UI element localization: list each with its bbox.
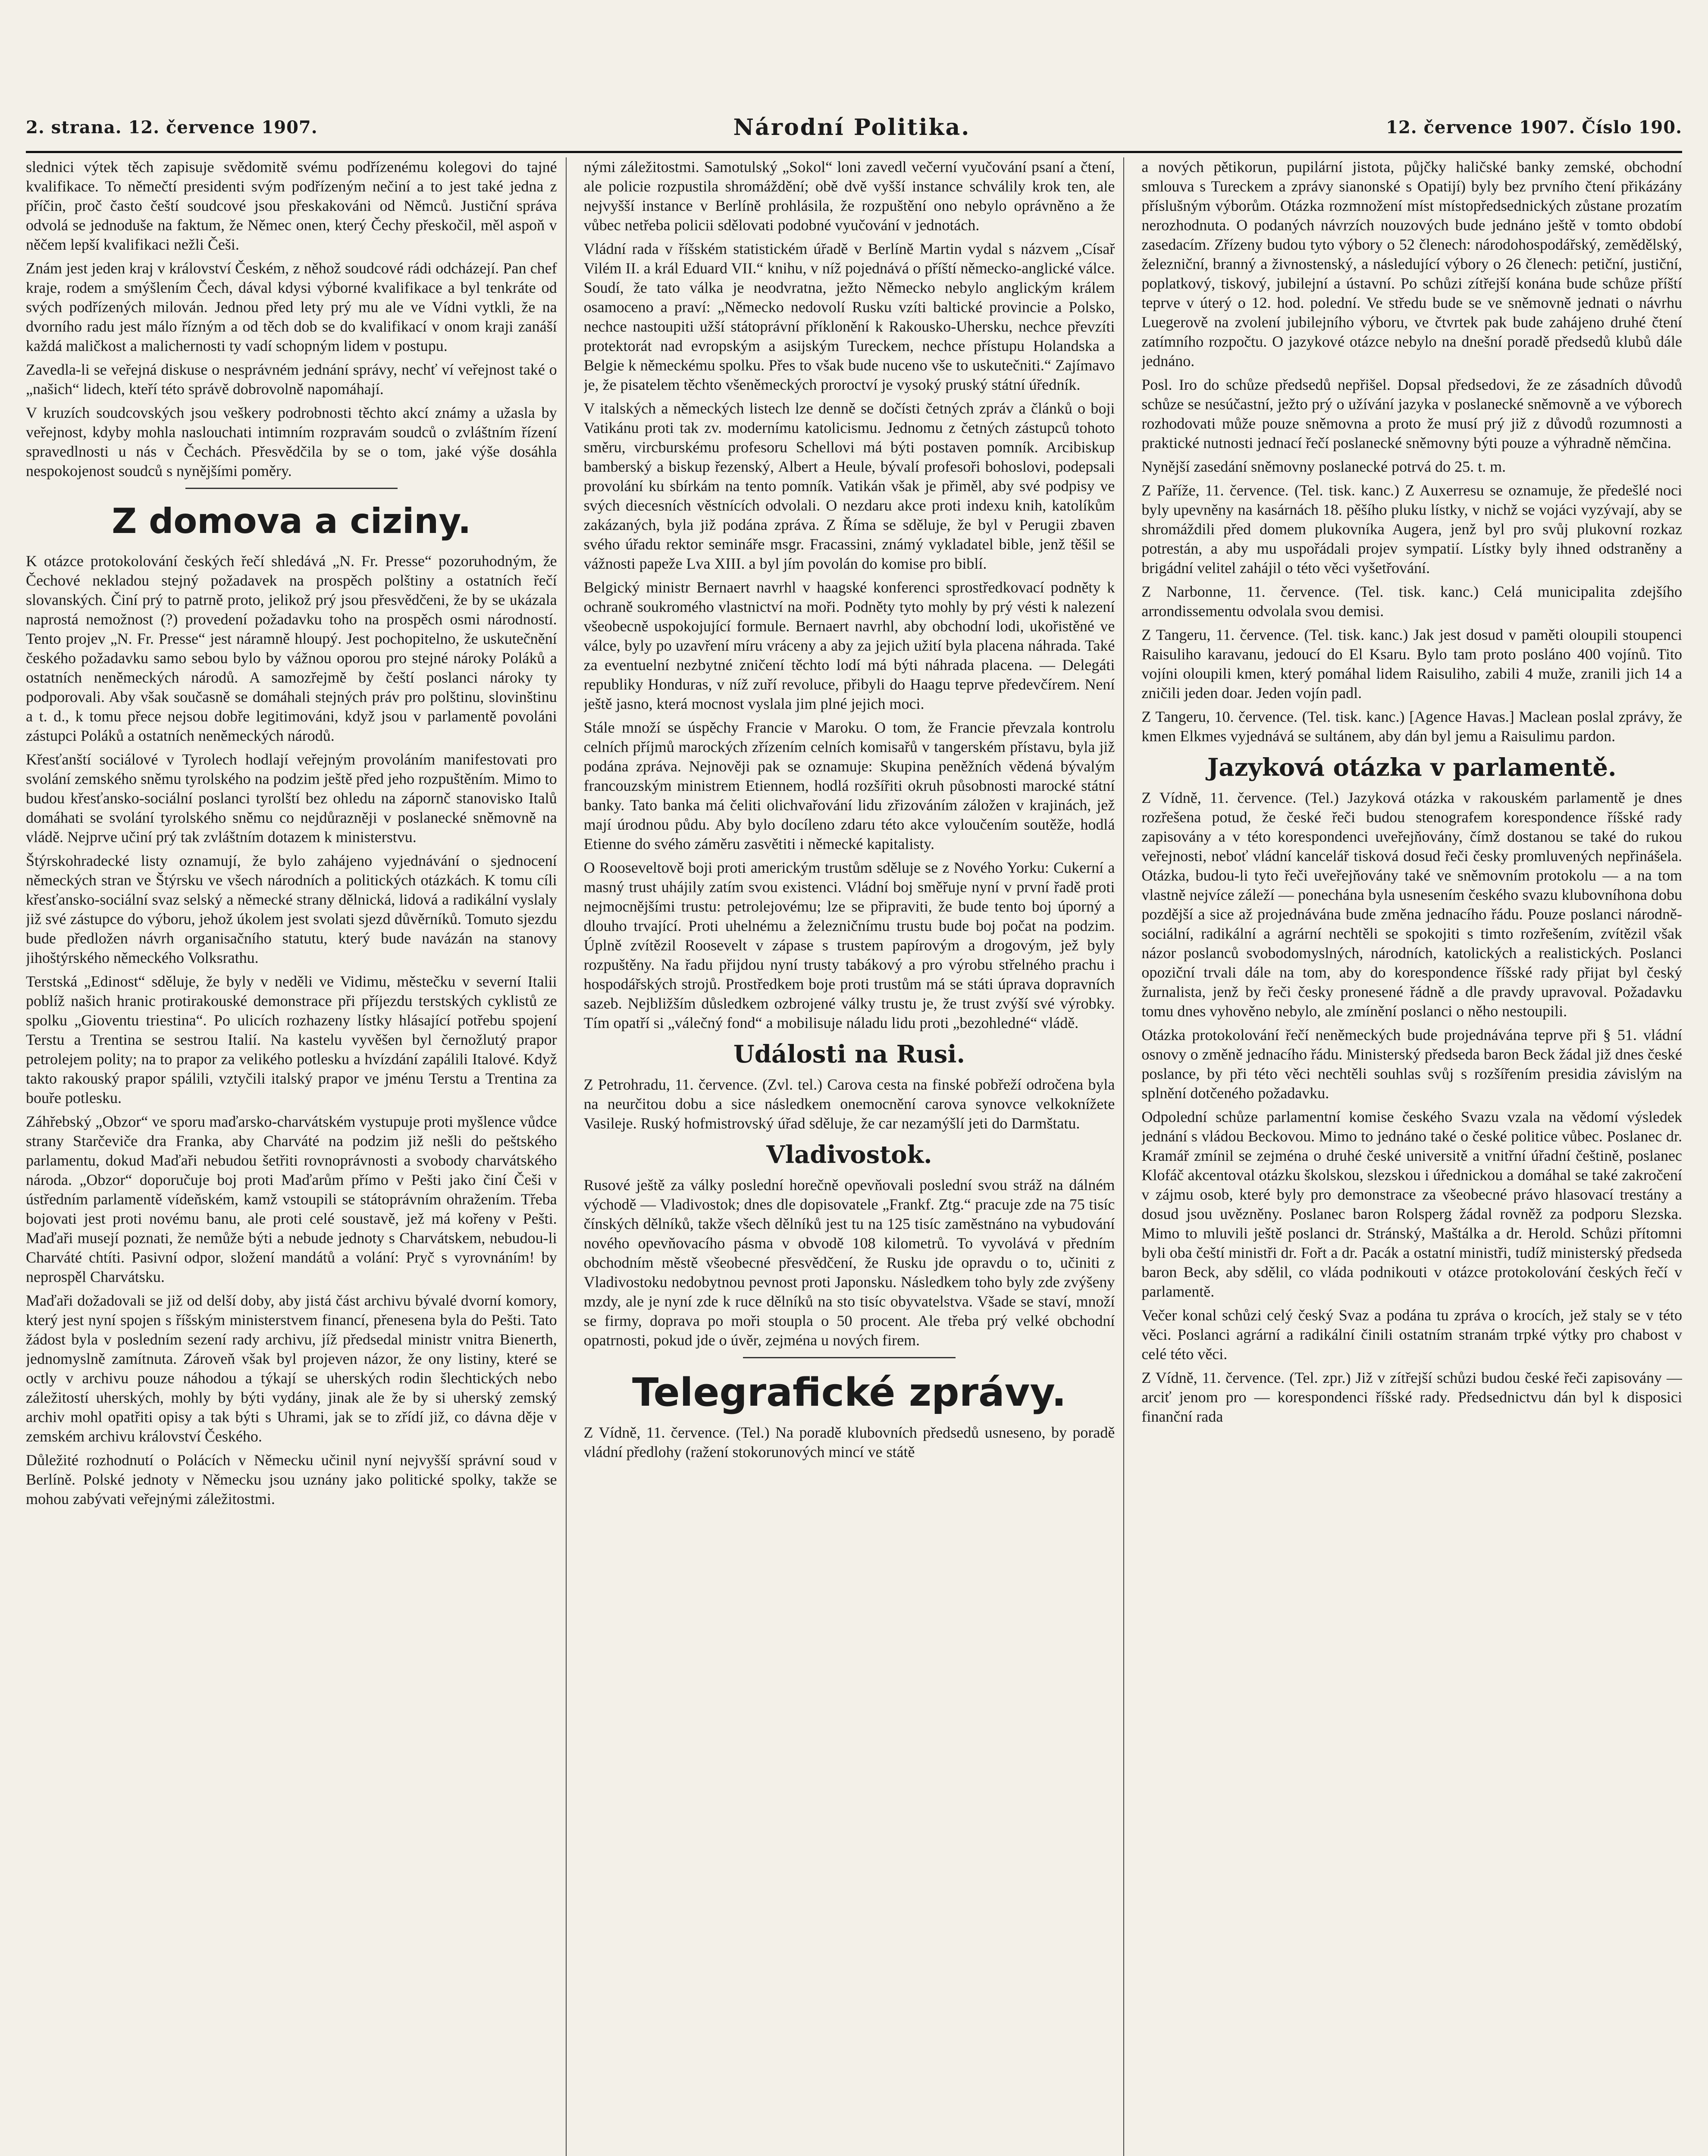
article-paragraph: Z Narbonne, 11. července. (Tel. tisk. kanc.) Celá municipalita zdejšího arrondissementu odvolala svou demisi.: [1141, 583, 1682, 620]
article-paragraph: Vládní rada v říšském statistickém úřadě v Berlíně Martin vydal s názvem „Císař Vilém II. a král Eduard VII.“ knihu, v níž pojednává o příští německo-anglické válce. Soudí, že tato válka je neodvratna, ježto Německo nebylo anglickým králem osamoceno a praví: „Německo nedovolí Rusku vzíti baltické provincie a Polsko, nechce nastoupiti užší státoprávní příklonění k Rakousko-Uhersku, nechce převzíti protektorát nad evropským a asijským Tureckem, nechce přístupu Holandska a Belgie k německému spolku. Přes to však bude nuceno vše to uskutečniti.“ Zajímavo je, že pisatelem těchto všeněmeckých proroctví je vysoký pruský státní úředník.: [583, 240, 1115, 393]
article-paragraph: Zavedla-li se veřejná diskuse o nesprávném jednání správy, nechť ví veřejnost také o „našich“ lidech, kteří této správě dobrovolně napomáhají.: [26, 361, 557, 398]
article-paragraph: V italských a německých listech lze denně se dočísti četných zpráv a článků o boji Vatikánu proti tak zv. modernímu katolicismu. Jednomu z četných zástupců tohoto směru, vircburskému profesoru Schellovi má býti postaven pomník. Arcibiskup bamberský a biskup řezenský, Albert a Heule, bývalí profesoři bohoslovi, podepsali provolání ku sbírkám na tento pomník. Vatikán však je přiměl, aby své podpisy ve svých diecesních věstnících odvolali. O nezdaru akce proti indexu knih, katolíkům zakázaných, byla již podána zpráva. Z Říma se sděluje, že byl v Perugii zbaven svého úřadu rektor semináře msgr. Fracassini, známý vykladatel bible, jenž těšil se vážnosti papeže Lva XIII. a byl jím povolán do komise pro biblí.: [583, 400, 1115, 572]
article-paragraph: Z Petrohradu, 11. července. (Zvl. tel.) Carova cesta na finské pobřeží odročena byla na neurčitou dobu a sice následkem onemocnění carova synovce velkoknížete Vasileje. Ruský hofmistrovský úřad sděluje, že car nezamýšlí jeti do Darmštatu.: [583, 1076, 1115, 1132]
newspaper-title: Národní Politika.: [733, 114, 971, 141]
article-paragraph: Z Tangeru, 10. července. (Tel. tisk. kanc.) [Agence Havas.] Maclean poslal zprávy, že kmen Elkmes vyjednává se sultánem, aby dán byl jemu a Raisulimu pardon.: [1141, 708, 1682, 745]
column-3: [1141, 157, 1682, 2156]
article-paragraph: Stále množí se úspěchy Francie v Maroku. O tom, že Francie převzala kontrolu celních příjmů marockých zřízením celních komisařů v tangerském přístavu, byla již podána zpráva. Nejnověji pak se oznamuje: Skupina peněžních vědená bývalým francouzským ministrem Etiennem, hodlá rozšířiti okruh působnosti marocké státní banky. Tato banka má čeliti olichvařování lidu zřizováním záložen v krajinách, jež mají úrodnou půdu. Aby bylo docíleno zdaru této akce vyloučením soutěže, hodlá Etienne do svého záměru zasvětiti i německé kapitalisty.: [583, 719, 1115, 852]
article-paragraph: V kruzích soudcovských jsou veškery podrobnosti těchto akcí známy a užasla by veřejnost, kdyby mohla naslouchati intimním rozpravám soudců o zvláštním řízení spravedlnosti u nás v Čechách. Přesvědčila by se o tom, jaké výše dosáhla nespokojenost soudců s nynějšími poměry.: [26, 404, 557, 479]
article-paragraph: Křesťanští sociálové v Tyrolech hodlají veřejným provoláním manifestovati pro svolání zemského sněmu tyrolského na podzim ještě před jeho rozpuštěním. Mimo to budou křesťansko-sociální poslanci tyrolští bez ohledu na zápornč stanovisko Italů domáhati se svolání tyrolského sněmu co nejdůrazněji v poslanecké sněmovně na vládě. Nejprve učiní prý tak zvláštním dotazem k ministerstvu.: [26, 751, 557, 846]
article-paragraph: Večer konal schůzi celý český Svaz a podána tu zpráva o krocích, jež staly se v této věci. Poslanci agrární a radikální činili ostatním stranám trpké výtky pro chabost v celé této věci.: [1141, 1307, 1682, 1363]
article-paragraph: Znám jest jeden kraj v království Českém, z něhož soudcové rádi odcházejí. Pan chef kraje, rodem a smýšlením Čech, dával kdysi výborné kvalifikace a byl tenkráte od svých podřízených milován. Jednou před lety prý mu ale ve Vídni vytkli, že na dvorního radu jest málo řízným a od těch dob se do kvalifikací v onom kraji zanáší každá maličkost a malichernosti ty vadí schopným lidem v postupu.: [26, 260, 557, 354]
article-paragraph: nými záležitostmi. Samotulský „Sokol“ loni zavedl večerní vyučování psaní a čtení, ale policie rozpustila shromáždění; obě dvě vyšší instance schválily krok ten, ale nejvyšší instance v Berlíně prohlásila, že rozpuštění ono nebylo oprávněno a že vůbec netřeba policii sdělovati podobné vyučování v jednotách.: [583, 158, 1115, 234]
article-paragraph: K otázce protokolování českých řečí shledává „N. Fr. Presse“ pozoruhodným, že Čechové nekladou stejný požadavek na prospěch polštiny a ostatních řečí slovanských. Činí prý to patrně proto, jelikož prý jsou přesvědčeni, že by se ukázala naprostá nemožnost (?) provedení požadavku toho na prospěch osmi národností. Tento projev „N. Fr. Presse“ jest náramně hloupý. Jest pochopitelno, že uskutečnění českého požadavku samo sebou bylo by vážnou oporou pro stejné nároky Poláků a ostatních neněmeckých národů. A samozřejmě by čeští poslanci nároky ty podporovali. Aby však současně se domáhali stejných práv pro polštinu, slovinštinu a t. d., k tomu přece nejsou dobře legitimováni, když jsou v parlamentě povoláni zástupci Poláků a ostatních neněmeckých národů.: [26, 552, 557, 744]
article-paragraph: Rusové ještě za války poslední horečně opevňovali poslední svou stráž na dálném východě — Vladivostok; dnes dle dopisovatele „Frankf. Ztg.“ pracuje zde na 75 tisíc čínských dělníků, takže všech dělníků jest tu na 125 tisíc zaměstnáno na vybudování nového opevňovacího pásma v obvodě 108 kilometrů. To vyvolává v předním obchodním městě všeobecné přesvědčení, že Rusku jde opravdu o to, učiniti z Vladivostoku nedobytnou pevnost proti Japonsku. Následkem toho byly zde zvýšeny mzdy, ale je nyní zde k ruce dělníků na sto tisíc obyvatelstva. Všade se staví, množí se firmy, doprava po moři stoupla o 50 procent. Ale třeba prý velké obchodní opatrnosti, pokud jde o úvěr, zejména u nových firem.: [583, 1176, 1115, 1349]
page-header: [26, 103, 1682, 151]
article-paragraph: Z Vídně, 11. července. (Tel. zpr.) Již v zítřejší schůzi budou české řeči zapisovány — arciť jenom pro — korespondenci říšské rady. Předsednictvu dán byl k disposici finanční rada: [1141, 1369, 1682, 1425]
header-rule: [26, 151, 1682, 153]
article-paragraph: Otázka protokolování řečí neněmeckých bude projednávána teprve při § 51. vládní osnovy o změně jednacího řádu. Ministerský předseda baron Beck žádal již dnes české poslance, by při této věci nechtěli souhlas svůj s rozšířením presidia závislým na splnění dotčeného požadavku.: [1141, 1026, 1682, 1102]
article-paragraph: a nových pětikorun, pupilární jistota, půjčky haličské banky zemské, obchodní smlouva s Tureckem a zprávy sianonské s Opatijí) byly bez prvního čtení přikázány příslušným výborům. Otázka rozmnožení míst místopředsednických zůstane prozatím nerozhodnuta. O podaných návrzích nouzových bude jednáno ještě v tomto období zasedacím. Zřízeny budou tyto výbory o 52 členech: národohospodářský, zemědělský, železniční, branný a živnostenský, a následující výbory o 26 členech: petiční, justiční, poplatkový, tiskový, jubilejní a ústavní. Po schůzi zítřejší konána bude schůze příští teprve v úterý o 12. hod. polední. Ve středu bude se ve sněmovně jednati o návrhu Luegerově na zvolení jubilejního výboru, ve čtvrtek pak bude zahájeno druhé čtení zatímního rozpočtu. O jazykové otázce nebylo na dnešní poradě předsedů klubů dále jednáno.: [1141, 158, 1682, 370]
section-divider: [743, 1357, 956, 1358]
article-paragraph: Záhřebský „Obzor“ ve sporu maďarsko-charvátském vystupuje proti myšlence vůdce strany Starčeviče dra Franka, aby Charváté na podzim již nešli do peštského parlamentu, dokud Maďaři nebudou šetřiti rovnoprávnosti a svobody charvátského národa. „Obzor“ doporučuje boj proti Maďarům přímo v Pešti jako činí Češi v ústředním parlamentě vídeňském, kamž vstoupili se státoprávním ohražením. Třeba bojovati jest proti novému banu, ale proti celé soustavě, jež má kořeny v Pešti. Maďaři musejí poznati, že nemůže býti a nebude jednoty s Charvátskem, nebudou-li Charváté chtíti. Pasivní odpor, složení mandátů a volání: Pryč s vyrovnáním! by neprospěl Charvátsku.: [26, 1113, 557, 1285]
column-1: [26, 157, 567, 2156]
section-title: Vladivostok.: [766, 1141, 932, 1169]
article-paragraph: Z Vídně, 11. července. (Tel.) Na poradě klubovních předsedů usneseno, by poradě vládní předlohy (ražení stokorunových mincí ve státě: [583, 1424, 1115, 1460]
article-paragraph: Nynější zasedání sněmovny poslanecké potrvá do 25. t. m.: [1141, 458, 1506, 475]
header-left: 2. strana. 12. července 1907.: [26, 117, 318, 138]
article-paragraph: Z Paříže, 11. července. (Tel. tisk. kanc.) Z Auxerresu se oznamuje, že předešlé noci byly upevněny na kasárnách 18. pěšího pluku lístky, v nichž se vojáci vyzývají, aby se shromáždili před domem plukovníka Augera, jenž byl pro svůj plukovní rozkaz potrestán, a aby mu uspořádali projev sympatií. Lístky byly ihned odstraněny a brigádní velitel zahájil o této věci vyšetřování.: [1141, 482, 1682, 577]
article-paragraph: O Rooseveltově boji proti americkým trustům sděluje se z Nového Yorku: Cukerní a masný trust uhájily zatím svou existenci. Vládní boj směřuje nyní v první řadě proti nejmocnějšími trustu: petrolejovému; lze se připraviti, že bude tento boj úporný a dlouho trvající. Proti uhelnému a železničnímu trustu bude boj počat na podzim. Úplně zvítězil Roosevelt v zápase s trustem papírovým a drogovým, jež byly rozpuštěny. Na řadu přijdou nyní trusty tabákový a pro výrobu střelného prachu i hospodářských strojů. Prostředkem boje proti trustům má se státi úprava dopravních sazeb. Nejbližším důsledkem ozbrojené války trustu je, že trust zvýší své výrobky. Tím opatří si „válečný fond“ a mobilisuje náladu lidu proti „bezohledné“ vládě.: [583, 859, 1115, 1031]
section-divider: [185, 488, 398, 489]
columns: [26, 157, 1682, 2156]
article-paragraph: slednici výtek těch zapisuje svědomitě svému podřízenému kolegovi do tajné kvalifikace. To němečtí presidenti svým podřízeným nečiní a to jest také jedna z příčin, proč často čeští soudcové jsou přeskakováni od Němců. Justiční správa odvolá se jednoduše na faktum, že Němec onen, který Čechy přeskočil, měl aspoň v něčem lepší kvalifikaci nežli Češi.: [26, 158, 557, 253]
article-paragraph: Štýrskohradecké listy oznamují, že bylo zahájeno vyjednávání o sjednocení německých stran ve Štýrsku ve všech národních a politických otázkách. K tomu cíli křesťansko-sociální svaz selský a německé strany dělnická, lidová a radikální vyslaly již své zástupce do výboru, jehož úkolem jest svolati sjezd důvěrníků. Tomuto sjezdu bude předložen návrh organisačního statutu, který bude navázán na stanovy jihoštýrského německého Volksrathu.: [26, 852, 557, 966]
header-right: 12. července 1907. Číslo 190.: [1386, 117, 1682, 138]
section-title: Z domova a ciziny.: [112, 501, 471, 541]
article-paragraph: Belgický ministr Bernaert navrhl v haagské konferenci sprostředkovací podněty k ochraně soukromého vlastnictví na moři. Podněty tyto mohly by prý vésti k nalezení všeobecně uspokojující formule. Bernaert navrhl, aby obchodní lodi, ukořistěné ve válce, byly po uzavření míru vráceny a aby za jejich užití byla placena náhrada. Také za eventuelní nezbytné zničení těchto lodí má býti náhrada placena. — Delegáti republiky Honduras, v níž zuří revoluce, přibyli do Haagu teprve předevčírem. Není ještě jasno, která mocnost vyslala jim plné jejich moci.: [583, 579, 1115, 712]
section-title: Události na Rusi.: [733, 1040, 965, 1069]
section-title: Telegrafické zprávy.: [632, 1370, 1066, 1415]
column-2: [584, 157, 1125, 2156]
article-paragraph: Z Vídně, 11. července. (Tel.) Jazyková otázka v rakouském parlamentě je dnes rozřešena potud, že české řeči budou stenografem korespondence říšské rady zapisovány a v této korespondenci uveřejňovány, čímž dostanou se také do rukou veřejnosti, neboť vládní kancelář tisková dosud řeči česky promluvených nepřinášela. Otázka, budou-li tyto řeči uveřejňovány také ve sněmovním protokolu — a na tom vlastně nejvíce záleží — ponechána byla usnesením českého svazu klubovníhona dobu pozdější a sice až projednávána bude změna jednacího řádu. Pouze poslanci národně-sociální, radikální a agrární nechtěli se spokojiti s timto rozřešením, zvítězil však názor poslanců svobodomyslných, národních, katolických a realistických. Poslanci opoziční trvali dále na tom, aby do korespondence říšské rady přijat byl český žurnalista, jenž by řeči česky pronesené řádně a dle pravdy upravoval. Požadavku tomu dnes vyhověno nebylo, ale zmínění poslanci o něho nestoupili.: [1141, 789, 1682, 1020]
article-paragraph: Terstská „Edinost“ sděluje, že byly v neděli ve Vidimu, městečku v severní Italii poblíž našich hranic protirakouské demonstrace při příjezdu terstských cyklistů ze spolku „Gioventu triestina“. Po ulicích rozhazeny lístky hlásající potřebu spojení Terstu a Trentina se sestrou Italií. Na kastelu vyvěšen byl černožlutý prapor petrolejem polity; na to prapor za velikého potlesku a hvízdání zapálili Italové. Když takto rakouský prapor spálili, vztyčili italský prapor ve jménu Terstu a Trentina za bouře potlesku.: [26, 973, 557, 1106]
article-paragraph: Z Tangeru, 11. července. (Tel. tisk. kanc.) Jak jest dosud v paměti oloupili stoupenci Raisuliho karavanu, jedoucí do El Ksaru. Bylo tam proto posláno 400 vojínů. Tito vojíni oloupili kmen, který pomáhal lidem Raisuliho, zabili 4 muže, zranili jich 14 a zničili jeden doar. Jeden vojín padl.: [1141, 626, 1682, 702]
section-title: Jazyková otázka v parlamentě.: [1207, 753, 1617, 782]
article-paragraph: Maďaři dožadovali se již od delší doby, aby jistá část archivu bývalé dvorní komory, který jest nyní spojen s říšským ministerstvem financí, přenesena byla do Pešti. Tato žádost byla v posledním sezení rady archivu, jíž předsedal ministr vnitra Bienerth, jednomyslně zamítnuta. Zároveň však byl projeven názor, že ony listiny, které se octly v archivu pouze náhodou a týkají se uherských rodin šlechtických nebo záležitostí uherských, mohly by býti vydány, jinak ale že by si uherský zemský archiv mohl opatřiti opisy a tak býti s Uhrami, jak se to zřídí již, co dávna děje v zemském archivu království Českého.: [26, 1292, 557, 1445]
article-paragraph: Posl. Iro do schůze předsedů nepřišel. Dopsal předsedovi, že ze zásadních důvodů schůze se nesúčastní, ježto prý o užívání jazyka v poslanecké sněmovně a ve výborech rozhodovati může pouze sněmovna a proto že musí prý již z důvodů rozumnosti a praktické nutnosti jednací řečí poslanecké sněmovny býti pouze a výhradně němčina.: [1141, 376, 1682, 451]
article-paragraph: Důležité rozhodnutí o Polácích v Německu učinil nyní nejvyšší správní soud v Berlíně. Polské jednoty v Německu jsou uznány jako politické spolky, takže se mohou zabývati veřejnými záležitostmi.: [26, 1451, 557, 1507]
article-paragraph: Odpolední schůze parlamentní komise českého Svazu vzala na vědomí výsledek jednání s vládou Beckovou. Mimo to jednáno také o české politice vůbec. Poslanec dr. Kramář zmínil se zejména o druhé české universitě a vnitřní úřadní češtině, poslanec Klofáč akcentoval otázku školskou, slezskou i úřednickou a domáhal se také zakročení v zájmu osob, které byly pro demonstrace za všeobecné právo hlasovací trestány a dosud jsou uvězněny. Poslanec baron Rolsperg žádal rovněž za podporu Slezska. Mimo to mluvili ještě poslanci dr. Stránský, Maštálka a dr. Herold. Schůzi přítomni byli oba čeští ministři dr. Fořt a dr. Pacák a ostatní ministři, tudíž ministerský předseda baron Beck, aby sdělil, co vláda podnikouti v otázce protokolování českých řečí v parlamentě.: [1141, 1108, 1682, 1300]
